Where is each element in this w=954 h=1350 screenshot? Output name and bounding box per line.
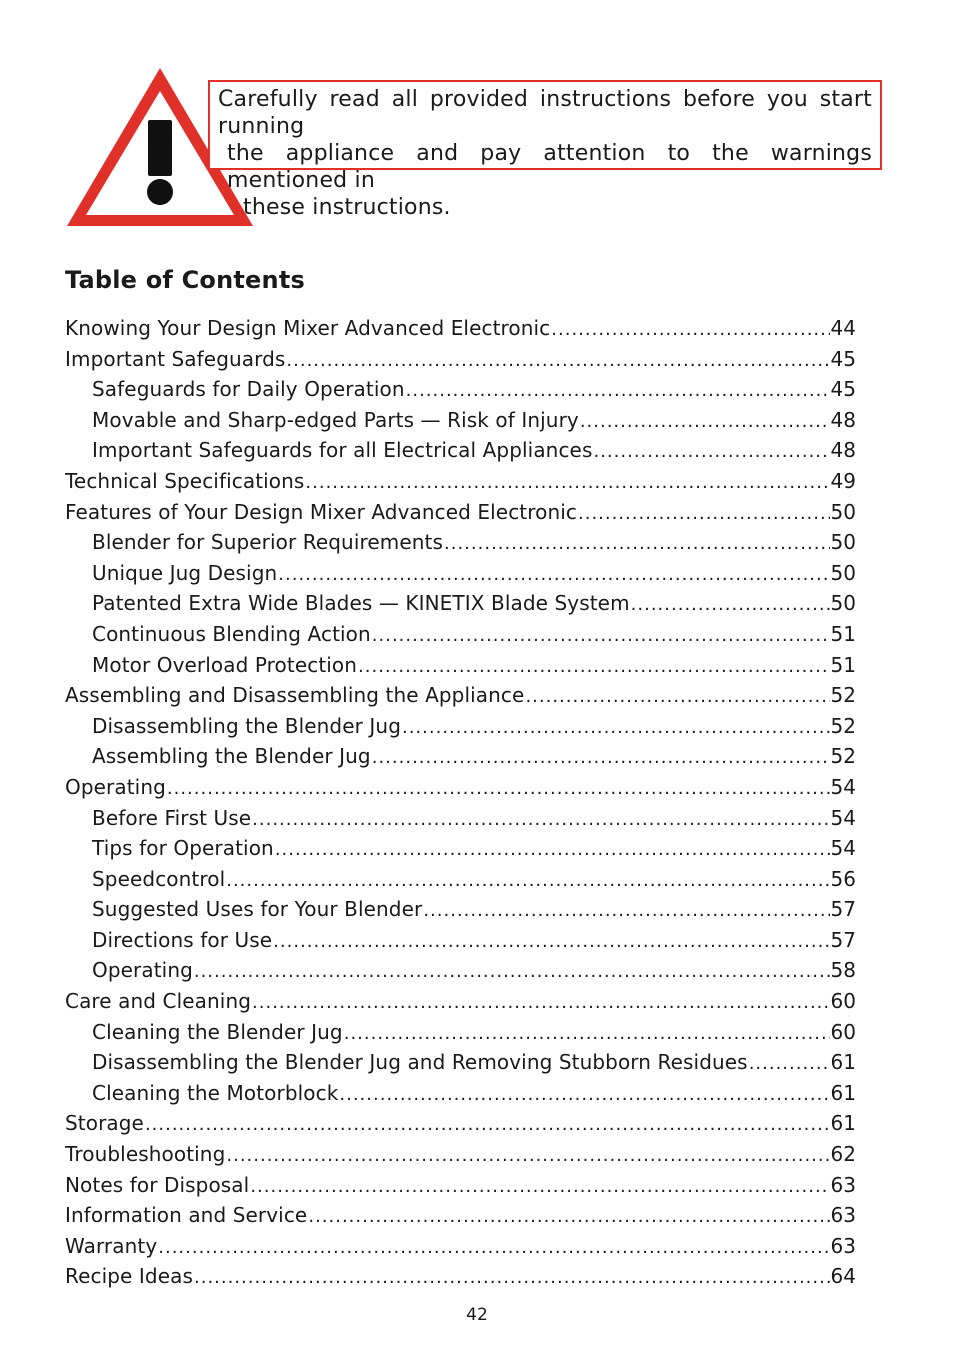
toc-entry-label: Assembling the Blender Jug (92, 744, 371, 769)
toc-entry-label: Before First Use (92, 805, 252, 830)
warning-text-line: these instructions. (243, 195, 451, 220)
toc-entry-page: 61 (830, 1111, 856, 1136)
toc-entry-page: 50 (830, 591, 856, 616)
toc-entry[interactable] (65, 711, 856, 742)
toc-dot-leader (145, 1110, 830, 1139)
toc-entry-label: Motor Overload Protection (92, 652, 358, 677)
toc-dot-leader (423, 896, 829, 925)
toc-entry-label: Operating (92, 958, 193, 983)
toc-dot-leader (593, 437, 829, 466)
toc-dot-leader (525, 682, 829, 711)
toc-entry-page: 52 (830, 713, 856, 738)
toc-entry-page: 54 (830, 774, 856, 799)
warning-text-line: the appliance and pay attention to the warnings mentioned in (227, 141, 872, 193)
toc-dot-leader (372, 743, 830, 772)
toc-entry-label: Patented Extra Wide Blades — KINETIX Blade System (92, 591, 630, 616)
toc-entry-label: Safeguards for Daily Operation (92, 377, 405, 402)
toc-entry-page: 48 (830, 407, 856, 432)
toc-entry-page: 52 (830, 744, 856, 769)
toc-entry[interactable] (65, 374, 856, 405)
toc-dot-leader (372, 621, 830, 650)
toc-entry-page: 45 (830, 377, 856, 402)
toc-dot-leader (250, 1172, 829, 1201)
toc-entry-label: Technical Specifications (65, 468, 305, 493)
toc-dot-leader (226, 1141, 829, 1170)
toc-entry[interactable] (65, 344, 856, 375)
toc-entry[interactable] (65, 1047, 856, 1078)
toc-entry-page: 50 (830, 560, 856, 585)
toc-entry[interactable] (65, 1261, 856, 1292)
toc-entry-page: 48 (830, 438, 856, 463)
warning-text-line: Carefully read all provided instructions before you start running (218, 87, 872, 139)
toc-entry-label: Movable and Sharp-edged Parts — Risk of Injury (92, 407, 579, 432)
toc-entry-label: Recipe Ideas (65, 1264, 193, 1289)
toc-dot-leader (344, 1019, 830, 1048)
toc-dot-leader (580, 407, 830, 436)
toc-dot-leader (339, 1080, 829, 1109)
toc-entry-page: 57 (830, 927, 856, 952)
toc-entry-label: Care and Cleaning (65, 989, 252, 1014)
toc-entry-label: Important Safeguards (65, 346, 286, 371)
toc-dot-leader (631, 590, 830, 619)
toc-dot-leader (278, 560, 829, 589)
toc-dot-leader (286, 346, 829, 375)
toc-entry[interactable] (65, 741, 856, 772)
toc-entry-page: 50 (830, 530, 856, 555)
toc-entry[interactable] (65, 466, 856, 497)
toc-dot-leader (308, 1202, 829, 1231)
toc-entry-label: Information and Service (65, 1203, 308, 1228)
toc-dot-leader (305, 468, 829, 497)
toc-entry[interactable] (65, 925, 856, 956)
toc-entry[interactable] (65, 864, 856, 895)
toc-entry-page: 63 (830, 1172, 856, 1197)
toc-dot-leader (358, 652, 830, 681)
toc-entry-page: 44 (830, 316, 856, 340)
toc-dot-leader (551, 315, 829, 344)
toc-entry-page: 61 (830, 1050, 856, 1075)
toc-dot-leader (444, 529, 830, 558)
toc-entry[interactable] (65, 527, 856, 558)
toc-entry-label: Disassembling the Blender Jug and Removing Stubborn Residues (92, 1050, 748, 1075)
toc-entry-page: 60 (830, 1019, 856, 1044)
toc-entry-label: Knowing Your Design Mixer Advanced Electronic (65, 316, 551, 340)
toc-entry[interactable] (65, 1139, 856, 1170)
toc-entry-page: 60 (830, 989, 856, 1014)
toc-entry[interactable] (65, 558, 856, 589)
toc-entry-page: 64 (830, 1264, 856, 1289)
toc-entry[interactable] (65, 772, 856, 803)
page-number: 42 (466, 1305, 488, 1325)
toc-entry-page: 62 (830, 1142, 856, 1167)
toc-dot-leader (252, 805, 829, 834)
toc-entry-label: Assembling and Disassembling the Appliance (65, 683, 525, 708)
toc-entry-label: Speedcontrol (92, 866, 226, 891)
toc-entry-label: Features of Your Design Mixer Advanced Electronic (65, 499, 577, 524)
toc-entry-label: Directions for Use (92, 927, 273, 952)
toc-entry-label: Notes for Disposal (65, 1172, 250, 1197)
warning-notice (208, 80, 882, 220)
toc-entry-label: Blender for Superior Requirements (92, 530, 444, 555)
toc-entry[interactable] (65, 1017, 856, 1048)
toc-dot-leader (402, 713, 830, 742)
toc-entry-label: Storage (65, 1111, 144, 1136)
toc-entry-label: Warranty (65, 1233, 158, 1258)
toc-entry-page: 52 (830, 683, 856, 708)
toc-entry[interactable] (65, 955, 856, 986)
toc-entry-page: 58 (830, 958, 856, 983)
toc-entry[interactable] (65, 588, 856, 619)
toc-entry-page: 54 (830, 836, 856, 861)
toc-entry[interactable] (65, 803, 856, 834)
toc-entry-label: Important Safeguards for all Electrical Appliances (92, 438, 593, 463)
toc-entry-page: 61 (830, 1080, 856, 1105)
toc-entry-label: Cleaning the Motorblock (92, 1080, 339, 1105)
toc-dot-leader (273, 927, 829, 956)
toc-entry[interactable] (65, 1200, 856, 1231)
toc-dot-leader (167, 774, 830, 803)
toc-entry-label: Disassembling the Blender Jug (92, 713, 401, 738)
toc-dot-leader (194, 957, 830, 986)
toc-dot-leader (194, 1263, 830, 1292)
toc-entry-label: Continuous Blending Action (92, 621, 371, 646)
toc-entry[interactable] (65, 894, 856, 925)
toc-entry-page: 51 (830, 621, 856, 646)
toc-entry-label: Unique Jug Design (92, 560, 278, 585)
toc-entry-label: Operating (65, 774, 166, 799)
toc-entry[interactable] (65, 833, 856, 864)
toc-dot-leader (275, 835, 830, 864)
toc-dot-leader (252, 988, 830, 1017)
toc-entry-page: 63 (830, 1203, 856, 1228)
toc-entry-page: 45 (830, 346, 856, 371)
toc-entry[interactable] (65, 497, 856, 528)
toc-entry-page: 54 (830, 805, 856, 830)
toc-entry-label: Tips for Operation (92, 836, 274, 861)
toc-dot-leader (749, 1049, 830, 1078)
toc-entry-label: Troubleshooting (65, 1142, 226, 1167)
toc-dot-leader (158, 1233, 829, 1262)
toc-entry[interactable] (65, 650, 856, 681)
toc-entry-page: 51 (830, 652, 856, 677)
toc-entry-label: Cleaning the Blender Jug (92, 1019, 343, 1044)
toc-entry[interactable] (65, 1078, 856, 1109)
toc-dot-leader (226, 866, 829, 895)
toc-entry[interactable] (65, 1231, 856, 1262)
toc-entry-page: 57 (830, 897, 856, 922)
toc-entry[interactable] (65, 680, 856, 711)
toc-entry[interactable] (65, 1108, 856, 1139)
toc-dot-leader (406, 376, 830, 405)
toc-list (65, 313, 856, 1292)
toc-entry[interactable] (65, 986, 856, 1017)
toc-entry-label: Suggested Uses for Your Blender (92, 897, 423, 922)
toc-entry[interactable] (65, 1170, 856, 1201)
toc-dot-leader (578, 499, 830, 528)
toc-title: Table of Contents (65, 266, 305, 294)
toc-entry-page: 63 (830, 1233, 856, 1258)
toc-entry-page: 50 (830, 499, 856, 524)
toc-entry[interactable] (65, 619, 856, 650)
toc-entry[interactable] (65, 313, 856, 344)
toc-entry-page: 56 (830, 866, 856, 891)
toc-entry-page: 49 (830, 468, 856, 493)
toc-entry[interactable] (65, 405, 856, 436)
toc-entry[interactable] (65, 435, 856, 466)
